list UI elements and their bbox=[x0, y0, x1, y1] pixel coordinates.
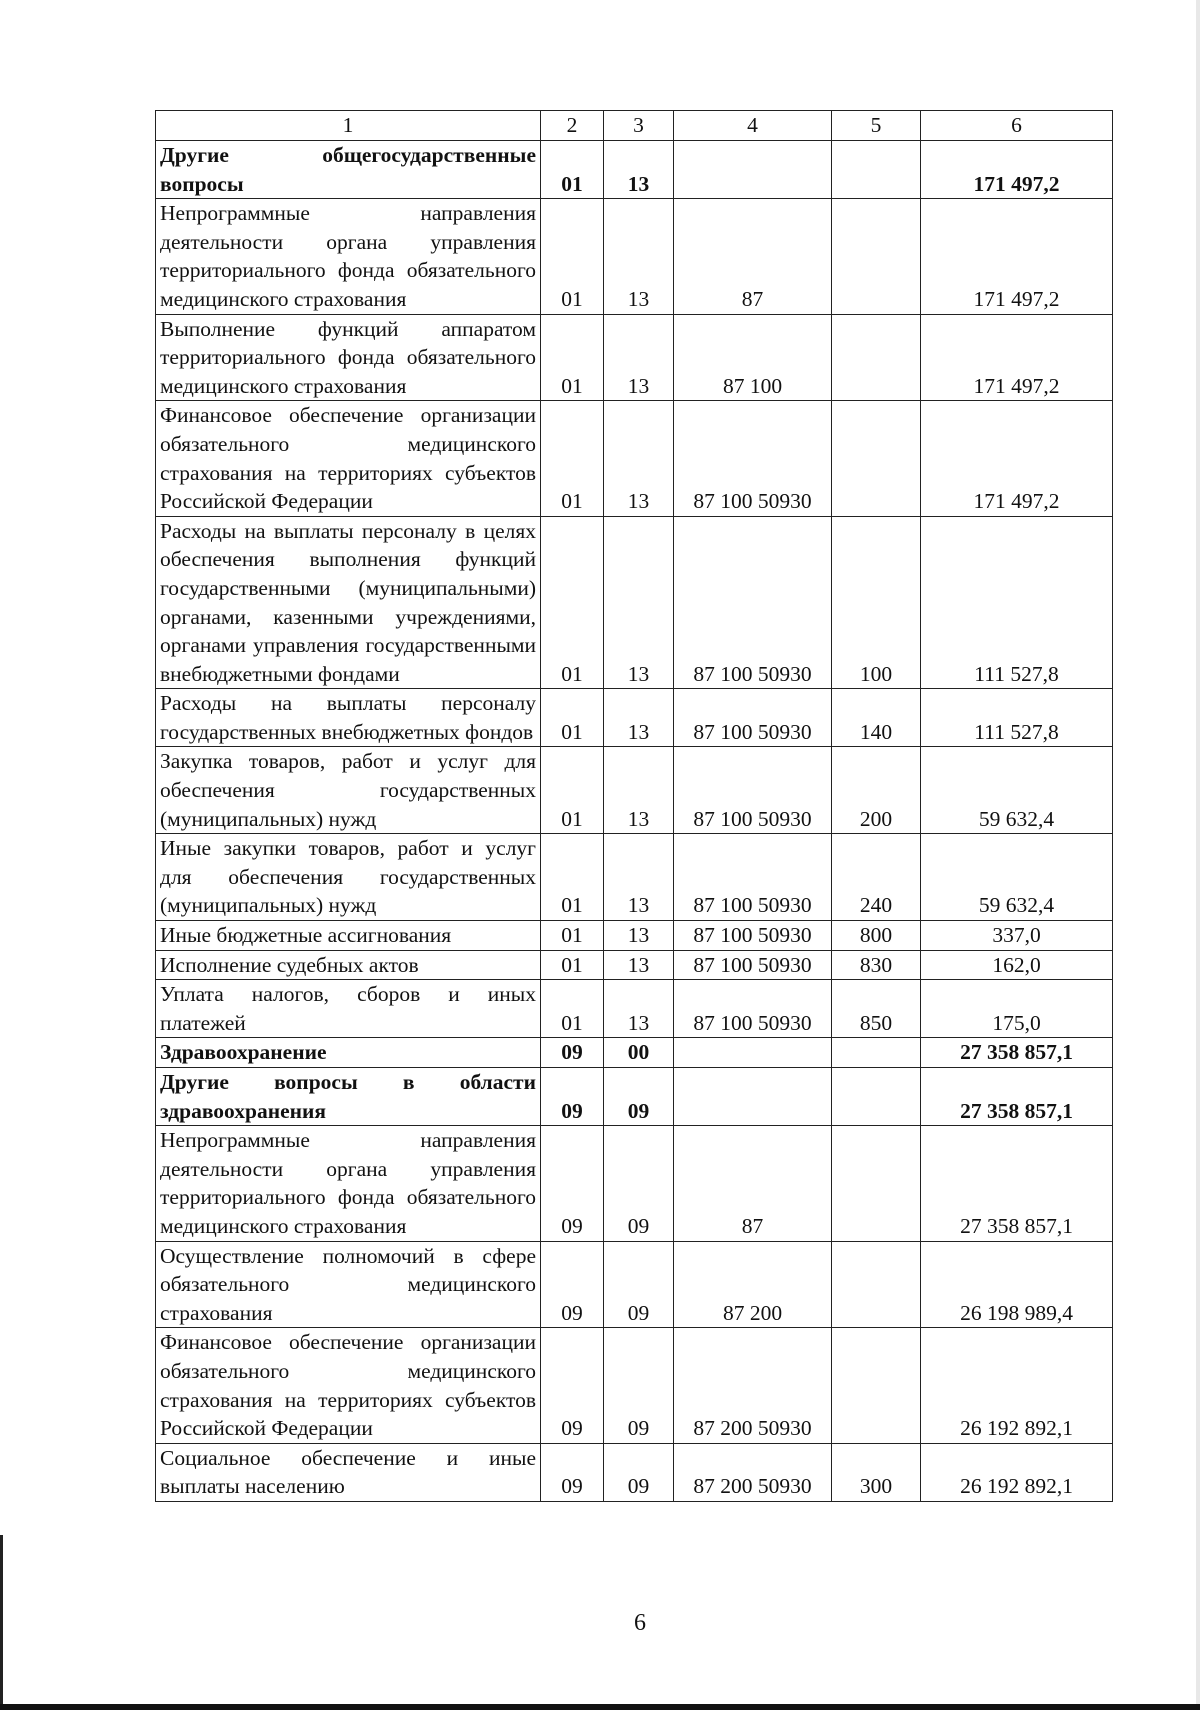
row-expense-type bbox=[832, 314, 921, 401]
row-subsection: 13 bbox=[604, 401, 674, 516]
row-target-article: 87 100 50930 bbox=[674, 747, 832, 834]
row-name: Финансовое обеспечение организации обязательного медицинского страхования на территориях субъектов Российской Федерации bbox=[156, 401, 541, 516]
row-expense-type bbox=[832, 199, 921, 314]
row-target-article: 87 200 50930 bbox=[674, 1328, 832, 1443]
row-name: Уплата налогов, сборов и иных платежей bbox=[156, 980, 541, 1038]
header-col-4: 4 bbox=[674, 111, 832, 141]
row-amount: 171 497,2 bbox=[921, 199, 1113, 314]
row-section: 01 bbox=[541, 689, 604, 747]
row-expense-type bbox=[832, 1038, 921, 1068]
row-name: Социальное обеспечение и иные выплаты населению bbox=[156, 1443, 541, 1501]
table-row bbox=[156, 1038, 1113, 1068]
table-row bbox=[156, 1241, 1113, 1328]
row-name: Непрограммные направления деятельности органа управления территориального фонда обязательного медицинского страхования bbox=[156, 199, 541, 314]
row-amount: 171 497,2 bbox=[921, 141, 1113, 199]
row-subsection: 13 bbox=[604, 980, 674, 1038]
table-row bbox=[156, 401, 1113, 516]
row-name: Другие общегосударственные вопросы bbox=[156, 141, 541, 199]
row-expense-type bbox=[832, 141, 921, 199]
row-target-article: 87 bbox=[674, 199, 832, 314]
table-row bbox=[156, 747, 1113, 834]
table-row bbox=[156, 314, 1113, 401]
row-name: Расходы на выплаты персоналу в целях обеспечения выполнения функций государственными (муниципальными) органами, казенными учреждениями, органами управления государственными внебюджетными фондами bbox=[156, 516, 541, 689]
row-target-article bbox=[674, 1068, 832, 1126]
table-row bbox=[156, 199, 1113, 314]
row-subsection: 13 bbox=[604, 689, 674, 747]
header-col-5: 5 bbox=[832, 111, 921, 141]
row-expense-type bbox=[832, 401, 921, 516]
row-subsection: 13 bbox=[604, 141, 674, 199]
row-subsection: 09 bbox=[604, 1443, 674, 1501]
row-amount: 111 527,8 bbox=[921, 516, 1113, 689]
row-subsection: 09 bbox=[604, 1328, 674, 1443]
row-amount: 171 497,2 bbox=[921, 401, 1113, 516]
row-section: 01 bbox=[541, 950, 604, 980]
row-section: 01 bbox=[541, 747, 604, 834]
row-expense-type: 240 bbox=[832, 834, 921, 921]
header-col-6: 6 bbox=[921, 111, 1113, 141]
row-amount: 27 358 857,1 bbox=[921, 1068, 1113, 1126]
row-target-article: 87 100 50930 bbox=[674, 950, 832, 980]
page-number: 6 bbox=[634, 1610, 646, 1636]
table-row bbox=[156, 1068, 1113, 1126]
row-expense-type: 100 bbox=[832, 516, 921, 689]
row-target-article bbox=[674, 1038, 832, 1068]
row-name: Выполнение функций аппаратом территориального фонда обязательного медицинского страхования bbox=[156, 314, 541, 401]
row-target-article: 87 100 50930 bbox=[674, 834, 832, 921]
row-name: Непрограммные направления деятельности органа управления территориального фонда обязательного медицинского страхования bbox=[156, 1126, 541, 1241]
row-amount: 171 497,2 bbox=[921, 314, 1113, 401]
table-row bbox=[156, 516, 1113, 689]
row-amount: 59 632,4 bbox=[921, 834, 1113, 921]
row-name: Расходы на выплаты персоналу государственных внебюджетных фондов bbox=[156, 689, 541, 747]
row-name: Иные бюджетные ассигнования bbox=[156, 921, 541, 951]
row-name: Финансовое обеспечение организации обязательного медицинского страхования на территориях субъектов Российской Федерации bbox=[156, 1328, 541, 1443]
row-target-article: 87 100 50930 bbox=[674, 980, 832, 1038]
table-row bbox=[156, 1328, 1113, 1443]
table-body bbox=[156, 141, 1113, 1502]
row-expense-type: 830 bbox=[832, 950, 921, 980]
row-expense-type bbox=[832, 1126, 921, 1241]
row-target-article: 87 100 50930 bbox=[674, 401, 832, 516]
row-name: Здравоохранение bbox=[156, 1038, 541, 1068]
row-section: 09 bbox=[541, 1328, 604, 1443]
table-row bbox=[156, 950, 1113, 980]
row-expense-type: 200 bbox=[832, 747, 921, 834]
row-target-article: 87 bbox=[674, 1126, 832, 1241]
header-col-1: 1 bbox=[156, 111, 541, 141]
row-section: 01 bbox=[541, 141, 604, 199]
table-row bbox=[156, 689, 1113, 747]
table-row bbox=[156, 921, 1113, 951]
scan-edge-right bbox=[1196, 0, 1200, 1710]
row-subsection: 13 bbox=[604, 747, 674, 834]
table-row bbox=[156, 980, 1113, 1038]
row-section: 01 bbox=[541, 516, 604, 689]
row-subsection: 09 bbox=[604, 1241, 674, 1328]
header-col-2: 2 bbox=[541, 111, 604, 141]
row-expense-type bbox=[832, 1241, 921, 1328]
row-target-article: 87 100 bbox=[674, 314, 832, 401]
row-amount: 26 192 892,1 bbox=[921, 1328, 1113, 1443]
header-row bbox=[156, 111, 1113, 141]
row-subsection: 13 bbox=[604, 950, 674, 980]
row-amount: 162,0 bbox=[921, 950, 1113, 980]
row-target-article bbox=[674, 141, 832, 199]
row-section: 01 bbox=[541, 921, 604, 951]
row-expense-type: 140 bbox=[832, 689, 921, 747]
row-amount: 27 358 857,1 bbox=[921, 1038, 1113, 1068]
row-expense-type bbox=[832, 1328, 921, 1443]
row-name: Исполнение судебных актов bbox=[156, 950, 541, 980]
row-subsection: 13 bbox=[604, 516, 674, 689]
row-name: Закупка товаров, работ и услуг для обеспечения государственных (муниципальных) нужд bbox=[156, 747, 541, 834]
row-name: Иные закупки товаров, работ и услуг для обеспечения государственных (муниципальных) нужд bbox=[156, 834, 541, 921]
row-amount: 337,0 bbox=[921, 921, 1113, 951]
row-name: Другие вопросы в области здравоохранения bbox=[156, 1068, 541, 1126]
row-expense-type: 850 bbox=[832, 980, 921, 1038]
row-section: 09 bbox=[541, 1038, 604, 1068]
table-row bbox=[156, 834, 1113, 921]
row-section: 01 bbox=[541, 199, 604, 314]
row-section: 01 bbox=[541, 834, 604, 921]
row-amount: 59 632,4 bbox=[921, 747, 1113, 834]
row-expense-type: 300 bbox=[832, 1443, 921, 1501]
row-target-article: 87 200 50930 bbox=[674, 1443, 832, 1501]
table-row bbox=[156, 1126, 1113, 1241]
row-section: 09 bbox=[541, 1241, 604, 1328]
table-row bbox=[156, 141, 1113, 199]
row-section: 09 bbox=[541, 1126, 604, 1241]
row-section: 01 bbox=[541, 980, 604, 1038]
row-subsection: 09 bbox=[604, 1068, 674, 1126]
row-subsection: 13 bbox=[604, 921, 674, 951]
row-subsection: 13 bbox=[604, 834, 674, 921]
row-subsection: 13 bbox=[604, 314, 674, 401]
row-amount: 26 192 892,1 bbox=[921, 1443, 1113, 1501]
row-subsection: 13 bbox=[604, 199, 674, 314]
row-expense-type: 800 bbox=[832, 921, 921, 951]
scan-edge-bottom bbox=[0, 1704, 1200, 1710]
row-section: 01 bbox=[541, 401, 604, 516]
row-section: 01 bbox=[541, 314, 604, 401]
row-name: Осуществление полномочий в сфере обязательного медицинского страхования bbox=[156, 1241, 541, 1328]
row-target-article: 87 200 bbox=[674, 1241, 832, 1328]
row-target-article: 87 100 50930 bbox=[674, 921, 832, 951]
row-section: 09 bbox=[541, 1068, 604, 1126]
scan-edge-left bbox=[0, 1535, 3, 1710]
table-row bbox=[156, 1443, 1113, 1501]
row-target-article: 87 100 50930 bbox=[674, 516, 832, 689]
row-expense-type bbox=[832, 1068, 921, 1126]
row-section: 09 bbox=[541, 1443, 604, 1501]
row-amount: 175,0 bbox=[921, 980, 1113, 1038]
row-target-article: 87 100 50930 bbox=[674, 689, 832, 747]
row-amount: 27 358 857,1 bbox=[921, 1126, 1113, 1241]
header-col-3: 3 bbox=[604, 111, 674, 141]
budget-table bbox=[155, 110, 1113, 1502]
row-subsection: 09 bbox=[604, 1126, 674, 1241]
row-amount: 111 527,8 bbox=[921, 689, 1113, 747]
row-amount: 26 198 989,4 bbox=[921, 1241, 1113, 1328]
row-subsection: 00 bbox=[604, 1038, 674, 1068]
